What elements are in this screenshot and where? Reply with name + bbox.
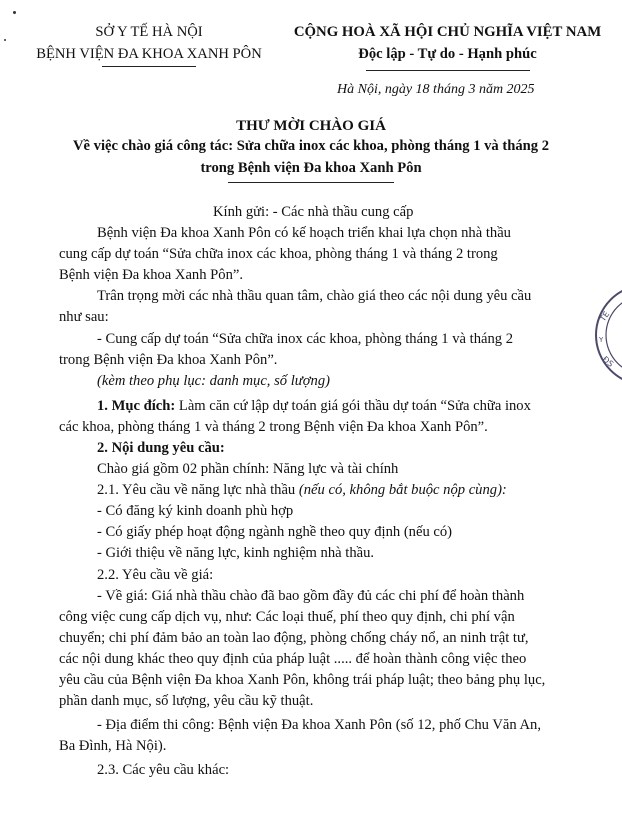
left-header-underline xyxy=(102,66,196,67)
svg-text:TẾ: TẾ xyxy=(598,309,612,324)
section-2-2-line: chuyển; chi phí đảm bảo an toàn lao động, phòng chống cháy nổ, an ninh trật tư, xyxy=(59,630,529,646)
hospital-name: BỆNH VIỆN ĐA KHOA XANH PÔN xyxy=(36,46,262,62)
attachment-note: (kèm theo phụ lục: danh mục, số lượng) xyxy=(97,373,330,389)
section-2-1-text: 2.1. Yêu cầu về năng lực nhà thầu xyxy=(97,482,299,498)
section-1-heading: 1. Mục đích: xyxy=(97,398,176,414)
section-2-2-line: các nội dung khác theo quy định của pháp luật ..... để hoàn thành công việc theo xyxy=(59,651,527,667)
section-2-1-bullet: - Giới thiệu về năng lực, kinh nghiệm nhà thầu. xyxy=(97,545,375,561)
date-line: Hà Nội, ngày 18 tháng 3 năm 2025 xyxy=(337,82,535,97)
section-2-intro: Chào giá gồm 02 phần chính: Năng lực và tài chính xyxy=(97,461,399,477)
section-1-line: các khoa, phòng tháng 1 và tháng 2 trong Bệnh viện Đa khoa Xanh Pôn”. xyxy=(59,419,488,435)
scan-speck xyxy=(4,39,6,41)
section-2-3-heading: 2.3. Các yêu cầu khác: xyxy=(97,762,230,778)
paragraph-2-line: Trân trọng mời các nhà thầu quan tâm, chào giá theo các nội dung yêu cầu xyxy=(97,288,532,304)
section-2-1-note: (nếu có, không bắt buộc nộp cùng): xyxy=(298,482,507,498)
agency-name: SỞ Y TẾ HÀ NỘI xyxy=(95,24,203,40)
section-2-2-line: yêu cầu của Bệnh viện Đa khoa Xanh Pôn, không trái pháp luật; theo bảng phụ lục, xyxy=(59,672,546,688)
section-2-2-line: - Về giá: Giá nhà thầu chào đã bao gồm đầy đủ các chi phí để hoàn thành xyxy=(97,588,525,604)
paragraph-2-line: như sau: xyxy=(59,309,109,325)
section-2-1-bullet: - Có đăng ký kinh doanh phù hợp xyxy=(97,503,294,519)
paragraph-1-line: cung cấp dự toán “Sửa chữa inox các khoa, phòng tháng 1 và tháng 2 trong xyxy=(59,246,498,262)
section-2-1-bullet: - Có giấy phép hoạt động ngành nghề theo quy định (nếu có) xyxy=(97,524,453,540)
seal-stamp xyxy=(590,282,622,388)
paragraph-3-line: - Cung cấp dự toán “Sửa chữa inox các khoa, phòng tháng 1 và tháng 2 xyxy=(97,331,514,347)
title-underline xyxy=(228,182,394,183)
section-2-2-line: phần danh mục, số lượng, yêu cầu kỹ thuật. xyxy=(59,693,314,709)
section-2-2-heading: 2.2. Yêu cầu về giá: xyxy=(97,567,214,583)
location-line: Ba Đình, Hà Nội). xyxy=(59,738,167,754)
national-motto: Độc lập - Tự do - Hạnh phúc xyxy=(358,46,537,62)
location-line: - Địa điểm thi công: Bệnh viện Đa khoa Xanh Pôn (số 12, phố Chu Văn An, xyxy=(97,717,541,733)
paragraph-3-line: trong Bệnh viện Đa khoa Xanh Pôn”. xyxy=(59,352,278,368)
greeting: Kính gửi: - Các nhà thầu cung cấp xyxy=(213,204,414,220)
paragraph-1-line: Bệnh viện Đa khoa Xanh Pôn có kế hoạch triển khai lựa chọn nhà thầu xyxy=(97,225,511,241)
section-2-1-heading xyxy=(97,480,507,500)
svg-text:ĐS: ĐS xyxy=(600,354,616,369)
letter-title: THƯ MỜI CHÀO GIÁ xyxy=(236,118,386,134)
subject-line-2: trong Bệnh viện Đa khoa Xanh Pôn xyxy=(200,160,422,176)
scan-speck xyxy=(13,11,16,14)
national-title: CỘNG HOÀ XÃ HỘI CHỦ NGHĨA VIỆT NAM xyxy=(293,24,602,40)
section-2-heading: 2. Nội dung yêu cầu: xyxy=(97,440,225,456)
subject-line-1: Về việc chào giá công tác: Sửa chữa inox các khoa, phòng tháng 1 và tháng 2 xyxy=(72,138,550,154)
right-header-underline xyxy=(366,70,530,71)
paragraph-1-line: Bệnh viện Đa khoa Xanh Pôn”. xyxy=(59,267,244,283)
section-2-2-line: công việc cung cấp dịch vụ, như: Các loại thuế, phí theo quy định, chi phí vận xyxy=(59,609,515,625)
section-1-text: Làm căn cứ lập dự toán giá gói thầu dự toán “Sửa chữa inox xyxy=(175,398,531,414)
section-1-line xyxy=(97,396,531,416)
svg-text:Y: Y xyxy=(599,336,604,344)
